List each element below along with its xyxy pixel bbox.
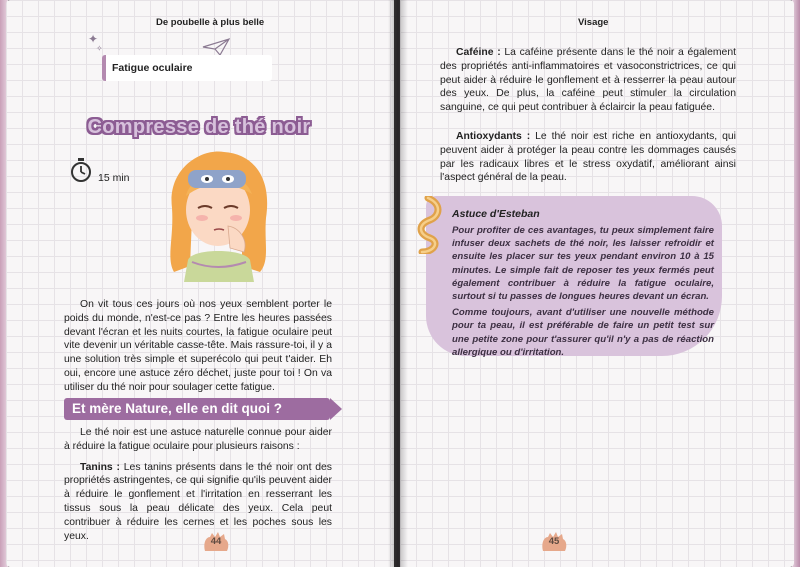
antiox-text-line [440, 130, 736, 185]
left-page [6, 0, 394, 567]
tip-paragraph-1: Pour profiter de ces avantages, tu peux simplement faire infuser deux sachets de thé noir, les laisser refroidir et ensuite les placer sur tes yeux pendant environ 10 à 15 minutes. Le simple fait de reposer tes yeux fermés peut également contribuer à réduire la fatigue oculaire, surtout si tu passes de longues heures devant un écran. [452, 225, 714, 303]
intro-paragraph [64, 298, 332, 395]
running-head-left: De poubelle à plus belle [156, 17, 265, 28]
page-number-left [202, 531, 230, 551]
book-gutter [388, 0, 408, 567]
antiox-paragraph [440, 130, 736, 185]
cafeine-text: La caféine présente dans le thé noir a également des propriétés anti-inflammatoires et vasoconstrictrices, ce qui peut aider à réduire le gonflement et à resserrer la peau autour des yeux. De plus, la caféine peut stimuler la circulation sanguine, ce qui peut contribuer à éclaircir la peau fatiguée. [440, 47, 736, 114]
nature-intro: Le thé noir est une astuce naturelle connue pour aider à réduire la fatigue oculaire pour plusieurs raisons : [64, 427, 332, 452]
tip-title: Astuce d'Esteban [452, 208, 540, 220]
prep-time: 15 min [98, 172, 130, 184]
section-label-text: Fatigue oculaire [112, 62, 193, 74]
cafeine-label: Caféine : [456, 47, 501, 58]
recipe-title: Compresse de thé noir [87, 116, 311, 138]
sparkle-small-icon: ✧ [96, 44, 103, 53]
running-head-right: Visage [578, 17, 609, 28]
page-number-right [540, 531, 568, 551]
right-page [400, 0, 794, 567]
tip-text [452, 224, 714, 359]
tip-paragraph-2: Comme toujours, avant d'utiliser une nouvelle méthode pour ta peau, il est préférable de faire un petit test sur une petite zone pour t'assurer qu'il n'y a pas de réaction allergique ou d'irritation. [452, 307, 714, 358]
paper-plane-icon [202, 38, 230, 56]
section-label-bar [102, 55, 106, 81]
antiox-text: Le thé noir est riche en antioxydants, qui peuvent aider à protéger la peau contre les dommages causés par les radicaux libres et le stress oxydatif, améliorant ainsi l'aspect général de la peau. [440, 131, 736, 184]
intro-text: On vit tous ces jours où nos yeux semblent porter le poids du monde, n'est-ce pas ? Entre les heures passées devant l'écran et les nuits courtes, la fatigue oculaire peut vite devenir un véritable casse-tête. Mais rassure-toi, il y a une solution très simple et superécolo qui peut t'aider. Eh oui, encore une astuce zéro déchet, juste pour toi ! On va utiliser du thé noir pour soulager cette fatigue. [64, 299, 332, 393]
antiox-label: Antioxydants : [456, 131, 531, 142]
cafeine-paragraph [440, 46, 736, 115]
page-number-right-text: 45 [548, 536, 560, 547]
stopwatch-icon [70, 158, 92, 182]
page-number-left-text: 44 [210, 536, 222, 547]
orange-peel-icon [410, 196, 446, 254]
tanins-text: Les tanins présents dans le thé noir ont des propriétés astringentes, ce qui signifie qu'ils peuvent aider à réduire le gonflement et l'irritation en resserrant les tissus sous la peau délicate des yeux. Cela peut contribuer à réduire les cernes et les poches sous les yeux. [64, 461, 333, 542]
nature-section [64, 426, 332, 543]
tanins-paragraph [64, 461, 332, 544]
section-label [102, 55, 272, 81]
tanins-label: Tanins : [80, 461, 120, 473]
sparkle-icon: ✦ [88, 32, 99, 46]
cafeine-text-line [440, 46, 736, 115]
nature-subheading: Et mère Nature, elle en dit quoi ? [64, 398, 330, 420]
tired-girl-illustration [162, 148, 278, 282]
